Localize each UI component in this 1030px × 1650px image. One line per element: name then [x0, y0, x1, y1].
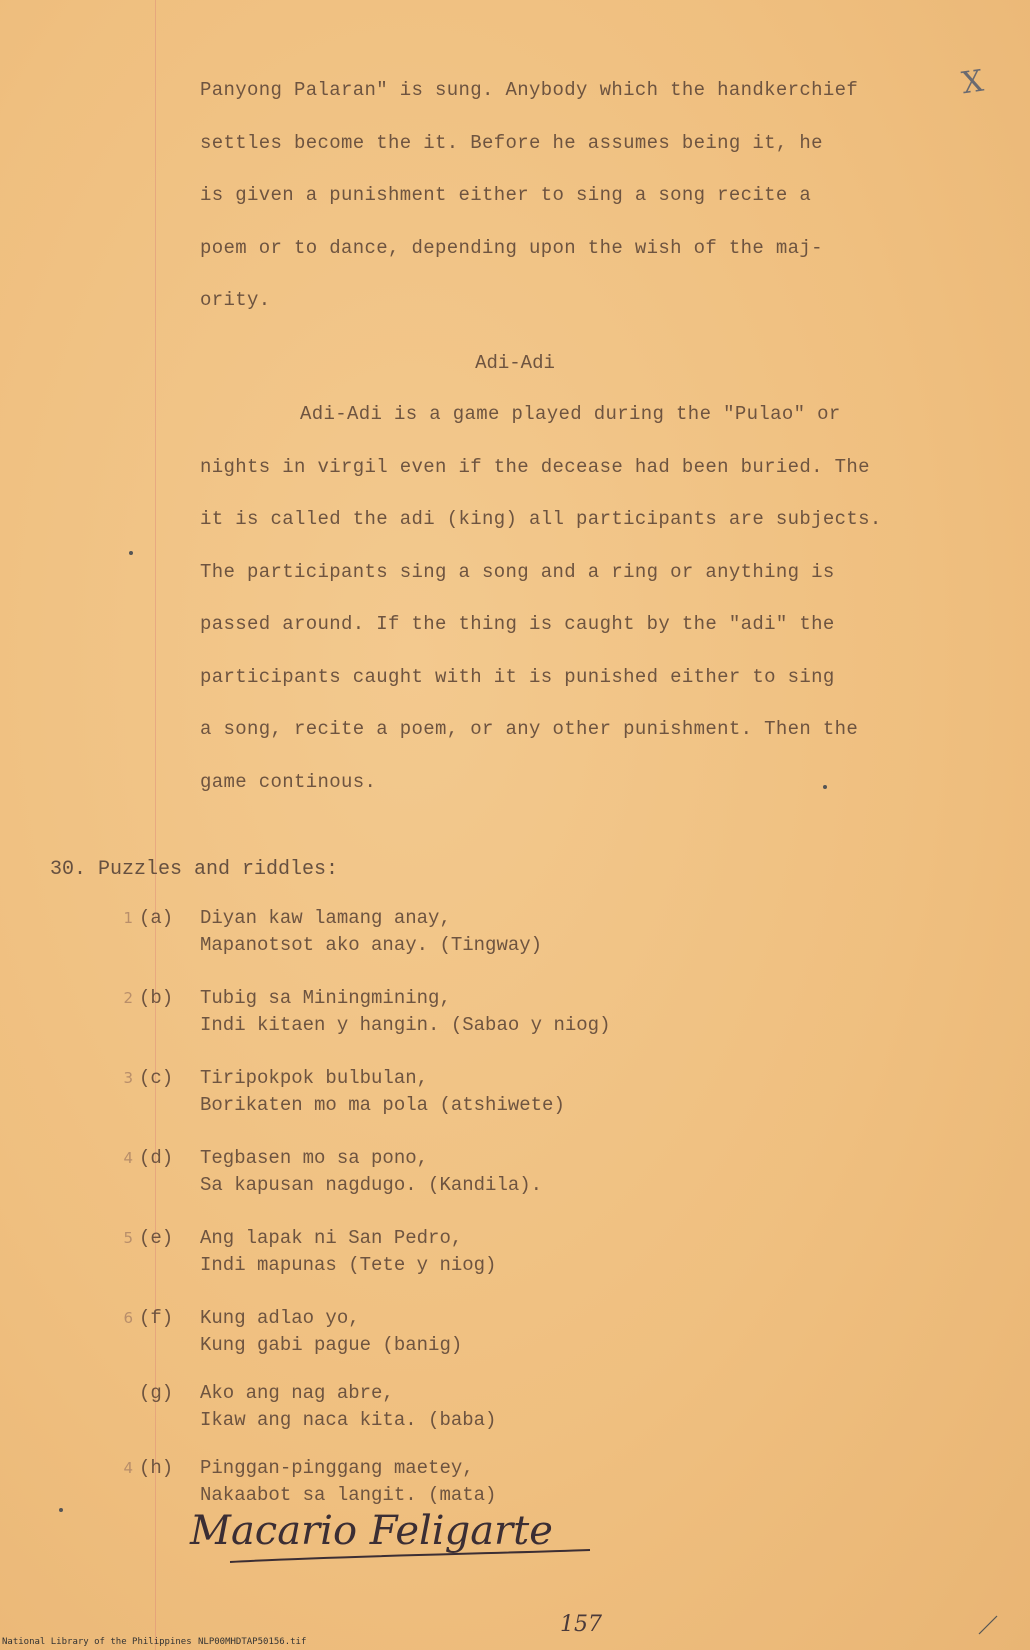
footer-library-name: National Library of the Philippines: [2, 1637, 192, 1647]
riddle-number: 3: [123, 1069, 133, 1087]
riddle-answer-line: Sa kapusan nagdugo. (Kandila).: [200, 1174, 543, 1196]
text-line: participants caught with it is punished either to sing: [200, 665, 835, 688]
riddle-letter: (g): [139, 1382, 174, 1404]
riddle-letter: (h): [139, 1457, 174, 1479]
corner-mark: X: [959, 63, 986, 102]
ink-dot: [823, 785, 827, 789]
text-line: it is called the adi (king) all participants are subjects.: [200, 508, 882, 530]
text-line: a song, recite a poem, or any other punishment. Then the: [200, 718, 859, 740]
text-line: is given a punishment either to sing a song recite a: [200, 184, 812, 206]
riddle-number: 5: [123, 1229, 133, 1247]
section-heading-puzzles: 30. Puzzles and riddles:: [50, 858, 339, 881]
page-number: 157: [560, 1612, 602, 1637]
riddle-answer-line: Indi mapunas (Tete y niog): [200, 1254, 497, 1276]
riddle-line: Kung adlao yo,: [200, 1307, 360, 1329]
riddle-number: 4: [123, 1149, 133, 1167]
riddle-answer-line: Mapanotsot ako anay. (Tingway): [200, 934, 543, 956]
riddle-number: 4: [123, 1459, 133, 1477]
riddle-number: 1: [123, 909, 133, 927]
text-line: game continous.: [200, 770, 377, 793]
riddle-answer-line: Kung gabi pague (banig): [200, 1334, 463, 1356]
ink-dot: [59, 1508, 63, 1512]
riddle-letter: (f): [139, 1307, 174, 1329]
paragraph-2: [200, 388, 960, 808]
riddle-letter: (b): [139, 987, 174, 1009]
riddle-answer-line: Indi kitaen y hangin. (Sabao y niog): [200, 1014, 611, 1036]
text-line: passed around. If the thing is caught by the "adi" the: [200, 613, 835, 635]
riddle-line: Diyan kaw lamang anay,: [200, 907, 451, 929]
text-line: poem or to dance, depending upon the wish of the maj-: [200, 236, 823, 259]
riddle-line: Tiripokpok bulbulan,: [200, 1067, 429, 1089]
riddle-letter: (a): [139, 907, 174, 929]
riddle-line: Pinggan-pinggang maetey,: [200, 1457, 474, 1479]
riddle-line: Tubig sa Miningmining,: [200, 987, 451, 1009]
riddle-number: 6: [123, 1309, 133, 1327]
signature-text: Macario Feligarte: [190, 1508, 553, 1554]
section-title-adi-adi: Adi-Adi: [475, 352, 555, 374]
text-line: settles become the it. Before he assumes being it, he: [200, 131, 823, 154]
paragraph-1: [200, 64, 960, 327]
text-line: ority.: [200, 289, 271, 311]
pencil-mark-icon: [975, 1610, 1005, 1640]
riddle-letter: (d): [139, 1147, 174, 1169]
footer-file-id: NLP00MHDTAP50156.tif: [198, 1637, 307, 1647]
ink-dot: [129, 551, 133, 555]
handwritten-signature: [190, 1508, 610, 1578]
text-line: Panyong Palaran" is sung. Anybody which the handkerchief: [200, 79, 859, 101]
riddle-number: 2: [123, 989, 133, 1007]
riddle-line: Ako ang nag abre,: [200, 1382, 394, 1404]
text-line: Adi-Adi is a game played during the "Pulao" or: [300, 403, 841, 425]
text-line: nights in virgil even if the decease had been buried. The: [200, 455, 870, 478]
riddle-line: Tegbasen mo sa pono,: [200, 1147, 429, 1169]
text-line: The participants sing a song and a ring or anything is: [200, 560, 835, 583]
riddle-answer-line: Ikaw ang naca kita. (baba): [200, 1409, 497, 1431]
riddle-answer-line: Borikaten mo ma pola (atshiwete): [200, 1094, 565, 1116]
riddle-letter: (e): [139, 1227, 174, 1249]
riddle-letter: (c): [139, 1067, 174, 1089]
signature-underline-icon: [190, 1508, 610, 1578]
riddle-answer-line: Nakaabot sa langit. (mata): [200, 1484, 497, 1506]
riddle-line: Ang lapak ni San Pedro,: [200, 1227, 463, 1249]
